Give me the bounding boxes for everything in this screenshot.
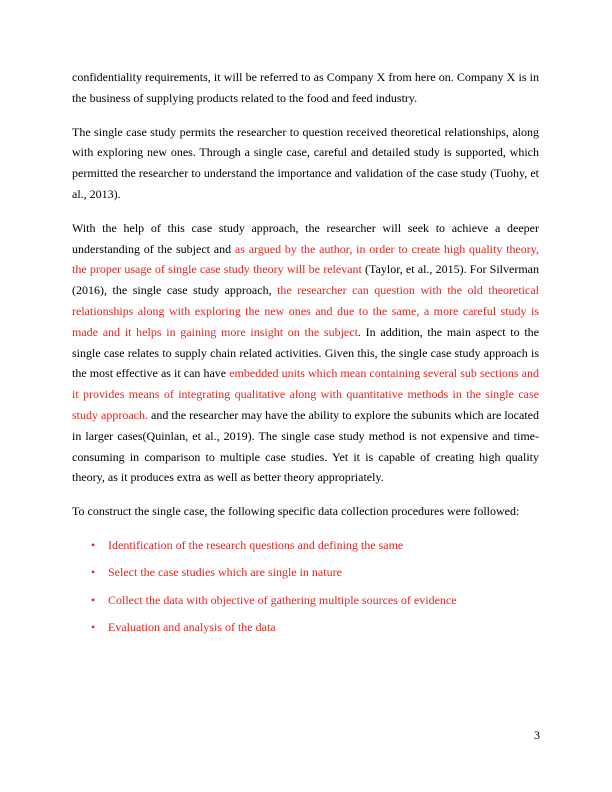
body-paragraph <box>72 501 539 522</box>
body-paragraph <box>72 218 539 488</box>
list-item-text: Select the case studies which are single in nature <box>108 565 342 580</box>
highlighted-text-segment: the researcher can question with the old theoretical relationships along with exploring the new ones and due to the same, a more careful study is made and it helps in gaining more insight on the subject <box>72 283 539 339</box>
text-segment: confidentiality requirements, it will be referred to as Company X from here on. Company X is in the business of supplying products related to the food and feed industry. <box>72 70 539 105</box>
list-item <box>72 562 539 582</box>
text-segment: . In addition, the main aspect to the single case relates to supply chain related activities. Given this, the single case study approach is the most effective as it can have <box>72 324 539 381</box>
list-item-text: Collect the data with objective of gathering multiple sources of evidence <box>108 592 457 607</box>
list-item-text: Identification of the research questions and defining the same <box>108 537 404 552</box>
bullet-icon: • <box>91 537 96 552</box>
body-paragraph <box>72 67 539 109</box>
page-body <box>72 67 539 645</box>
procedure-bullet-list <box>72 535 539 638</box>
body-paragraph <box>72 122 539 205</box>
list-item <box>72 590 539 610</box>
list-item <box>72 535 539 555</box>
text-segment: The single case study permits the researcher to question received theoretical relationships, along with exploring new ones. Through a single case, careful and detailed study is supported, which permitted the researcher to understand the importance and validation of the case study (Tuohy, et al., 2013). <box>72 124 539 201</box>
text-segment: With the help of this case study approach, the researcher will seek to achieve a deeper understanding of the subject and <box>72 220 539 256</box>
paragraph-container <box>72 67 539 522</box>
bullet-icon: • <box>91 592 96 607</box>
page-number: 3 <box>534 728 540 742</box>
highlighted-text-segment: as argued by the author, in order to create high quality theory, the proper usage of single case study theory will be relevant <box>72 241 539 277</box>
list-item <box>72 617 539 637</box>
highlighted-text-segment: embedded units which mean containing several sub sections and it provides means of integrating qualitative along with quantitative methods in the single case study approach. <box>72 366 539 422</box>
bullet-icon: • <box>91 620 96 635</box>
text-segment: (Taylor, et al., 2015). For Silverman (2016), the single case study approach, <box>72 262 539 298</box>
list-item-text: Evaluation and analysis of the data <box>108 620 276 635</box>
text-segment: and the researcher may have the ability to explore the subunits which are located in larger cases(Quinlan, et al., 2019). The single case study method is not expensive and time-consuming in comparison to multiple case studies. Yet it is capable of creating high quality theory, as it produces extra as well as better theory appropriately. <box>72 407 539 485</box>
text-segment: To construct the single case, the following specific data collection procedures were followed: <box>72 504 520 519</box>
bullet-icon: • <box>91 565 96 580</box>
